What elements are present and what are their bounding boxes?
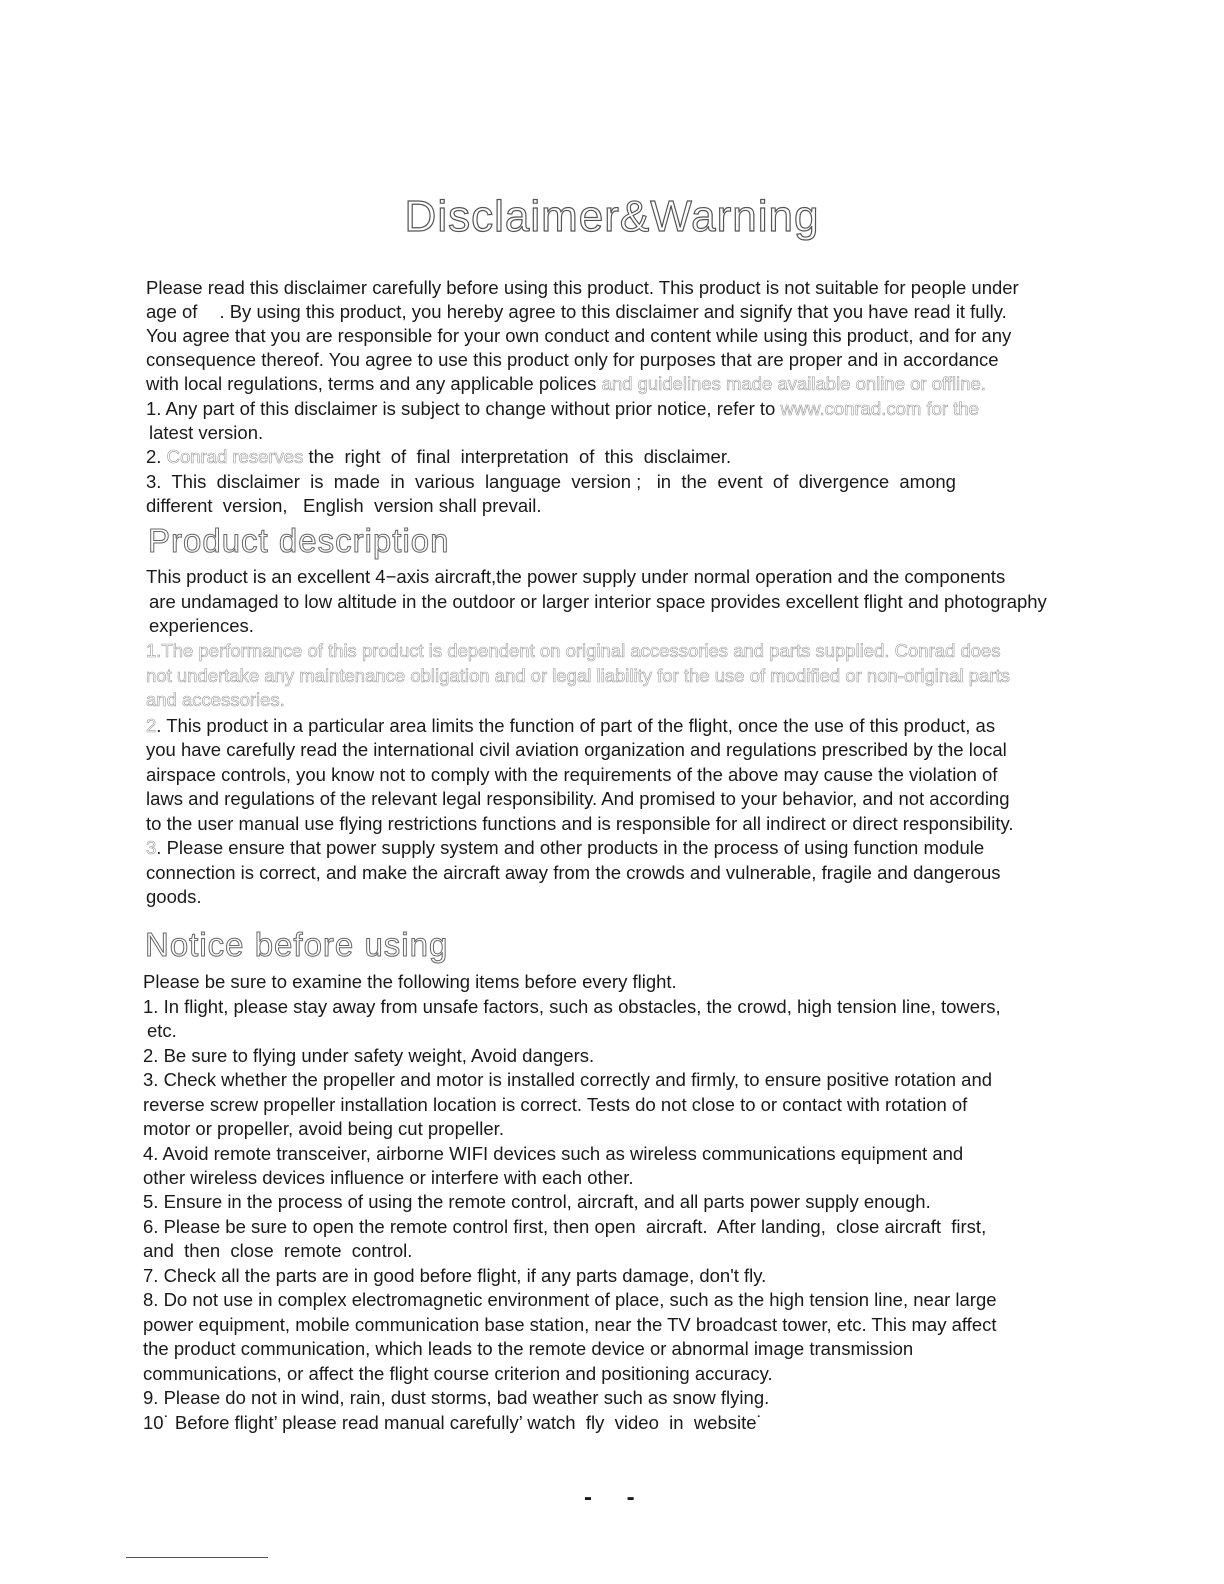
disclaimer-line-8c: the right of final interpretation of this disclaimer. [308, 446, 732, 467]
product-line-4: 1.The performance of this product is dependent on original accessories and parts supplied. Conrad does [146, 640, 1001, 661]
product-line-10: laws and regulations of the relevant legal responsibility. And promised to your behavior, and not according [146, 788, 1010, 809]
disclaimer-line-2a: age of [146, 301, 198, 322]
product-line-7b: . This product in a particular area limits the function of part of the flight, once the use of this product, as [156, 715, 996, 736]
disclaimer-line-6b: www.conrad.com for the [780, 398, 979, 419]
product-line-2: are undamaged to low altitude in the outdoor or larger interior space provides excellent flight and photography [149, 591, 1047, 612]
footer-rule [126, 1557, 268, 1558]
product-line-5: not undertake any maintenance obligation and or legal liability for the use of modified or non-original parts [146, 665, 1010, 686]
disclaimer-line-10: different version, English version shall prevail. [146, 495, 542, 516]
notice-line-3: etc. [147, 1020, 177, 1041]
notice-line-5: 3. Check whether the propeller and motor is installed correctly and firmly, to ensure positive rotation and [143, 1069, 993, 1090]
disclaimer-line-6a: 1. Any part of this disclaimer is subject to change without prior notice, refer to [146, 398, 776, 419]
product-line-13: connection is correct, and make the aircraft away from the crowds and vulnerable, fragile and dangerous [146, 862, 1001, 883]
notice-line-2: 1. In flight, please stay away from unsafe factors, such as obstacles, the crowd, high tension line, towers, [143, 996, 1001, 1017]
disclaimer-line-8a: 2. [146, 446, 162, 467]
product-description-heading: Product description [148, 522, 450, 559]
product-line-14: goods. [146, 886, 202, 907]
disclaimer-line-5a: with local regulations, terms and any applicable polices [146, 373, 597, 394]
notice-line-19: 10˙ Before flight’ please read manual carefully’ watch fly video in website˙ [143, 1412, 763, 1433]
product-line-11: to the user manual use flying restrictions functions and is responsible for all indirect or direct responsibility. [146, 813, 1014, 834]
disclaimer-line-8b: Conrad reserves [166, 446, 304, 467]
disclaimer-line-9: 3. This disclaimer is made in various language version ; in the event of divergence among [146, 471, 956, 492]
notice-line-15: power equipment, mobile communication base station, near the TV broadcast tower, etc. This may affect [143, 1314, 997, 1335]
product-line-1: This product is an excellent 4−axis aircraft,the power supply under normal operation and the components [146, 566, 1006, 587]
notice-line-6: reverse screw propeller installation location is correct. Tests do not close to or contact with rotation of [143, 1094, 968, 1115]
disclaimer-line-6 [146, 397, 979, 421]
disclaimer-line-2b: . By using this product, you hereby agree to this disclaimer and signify that you have read it fully. [219, 301, 1007, 322]
disclaimer-line-5b: and guidelines made available online or offline. [601, 373, 986, 394]
notice-heading: Notice before using [145, 926, 449, 963]
notice-line-10: 5. Ensure in the process of using the remote control, aircraft, and all parts power supply enough. [143, 1191, 931, 1212]
product-line-9: airspace controls, you know not to comply with the requirements of the above may cause the violation of [146, 764, 998, 785]
notice-line-16: the product communication, which leads to the remote device or abnormal image transmission [143, 1338, 914, 1359]
notice-line-14: 8. Do not use in complex electromagnetic environment of place, such as the high tension line, near large [143, 1289, 997, 1310]
page-title: Disclaimer&Warning [404, 192, 820, 241]
disclaimer-line-2 [146, 300, 1007, 324]
disclaimer-line-7: latest version. [149, 422, 264, 443]
disclaimer-line-3: You agree that you are responsible for your own conduct and content while using this product, and for any [146, 325, 1012, 346]
notice-line-17: communications, or affect the flight course criterion and positioning accuracy. [143, 1363, 773, 1384]
disclaimer-line-8 [146, 445, 731, 469]
product-line-12 [146, 836, 984, 860]
page-number: - - [584, 1484, 649, 1511]
notice-line-1: Please be sure to examine the following items before every flight. [143, 971, 677, 992]
product-line-8: you have carefully read the international civil aviation organization and regulations prescribed by the local [146, 739, 1007, 760]
notice-line-11: 6. Please be sure to open the remote control first, then open aircraft. After landing, close aircraft first, [143, 1216, 987, 1237]
product-line-7a: 2 [146, 715, 157, 736]
notice-line-7: motor or propeller, avoid being cut propeller. [143, 1118, 504, 1139]
product-line-7 [146, 714, 995, 738]
disclaimer-line-5 [146, 372, 986, 396]
notice-line-9: other wireless devices influence or interfere with each other. [143, 1167, 634, 1188]
product-line-12a: 3 [146, 837, 157, 858]
notice-line-18: 9. Please do not in wind, rain, dust storms, bad weather such as snow flying. [143, 1387, 770, 1408]
product-line-3: experiences. [149, 615, 254, 636]
product-line-12b: . Please ensure that power supply system and other products in the process of using function module [156, 837, 985, 858]
notice-line-4: 2. Be sure to flying under safety weight, Avoid dangers. [143, 1045, 595, 1066]
disclaimer-line-4: consequence thereof. You agree to use this product only for purposes that are proper and in accordance [146, 349, 999, 370]
product-line-6: and accessories. [146, 689, 285, 710]
notice-line-13: 7. Check all the parts are in good before flight, if any parts damage, don't fly. [143, 1265, 767, 1286]
notice-line-12: and then close remote control. [143, 1240, 413, 1261]
disclaimer-line-1: Please read this disclaimer carefully before using this product. This product is not suitable for people under [146, 277, 1019, 298]
notice-line-8: 4. Avoid remote transceiver, airborne WIFI devices such as wireless communications equipment and [143, 1143, 964, 1164]
